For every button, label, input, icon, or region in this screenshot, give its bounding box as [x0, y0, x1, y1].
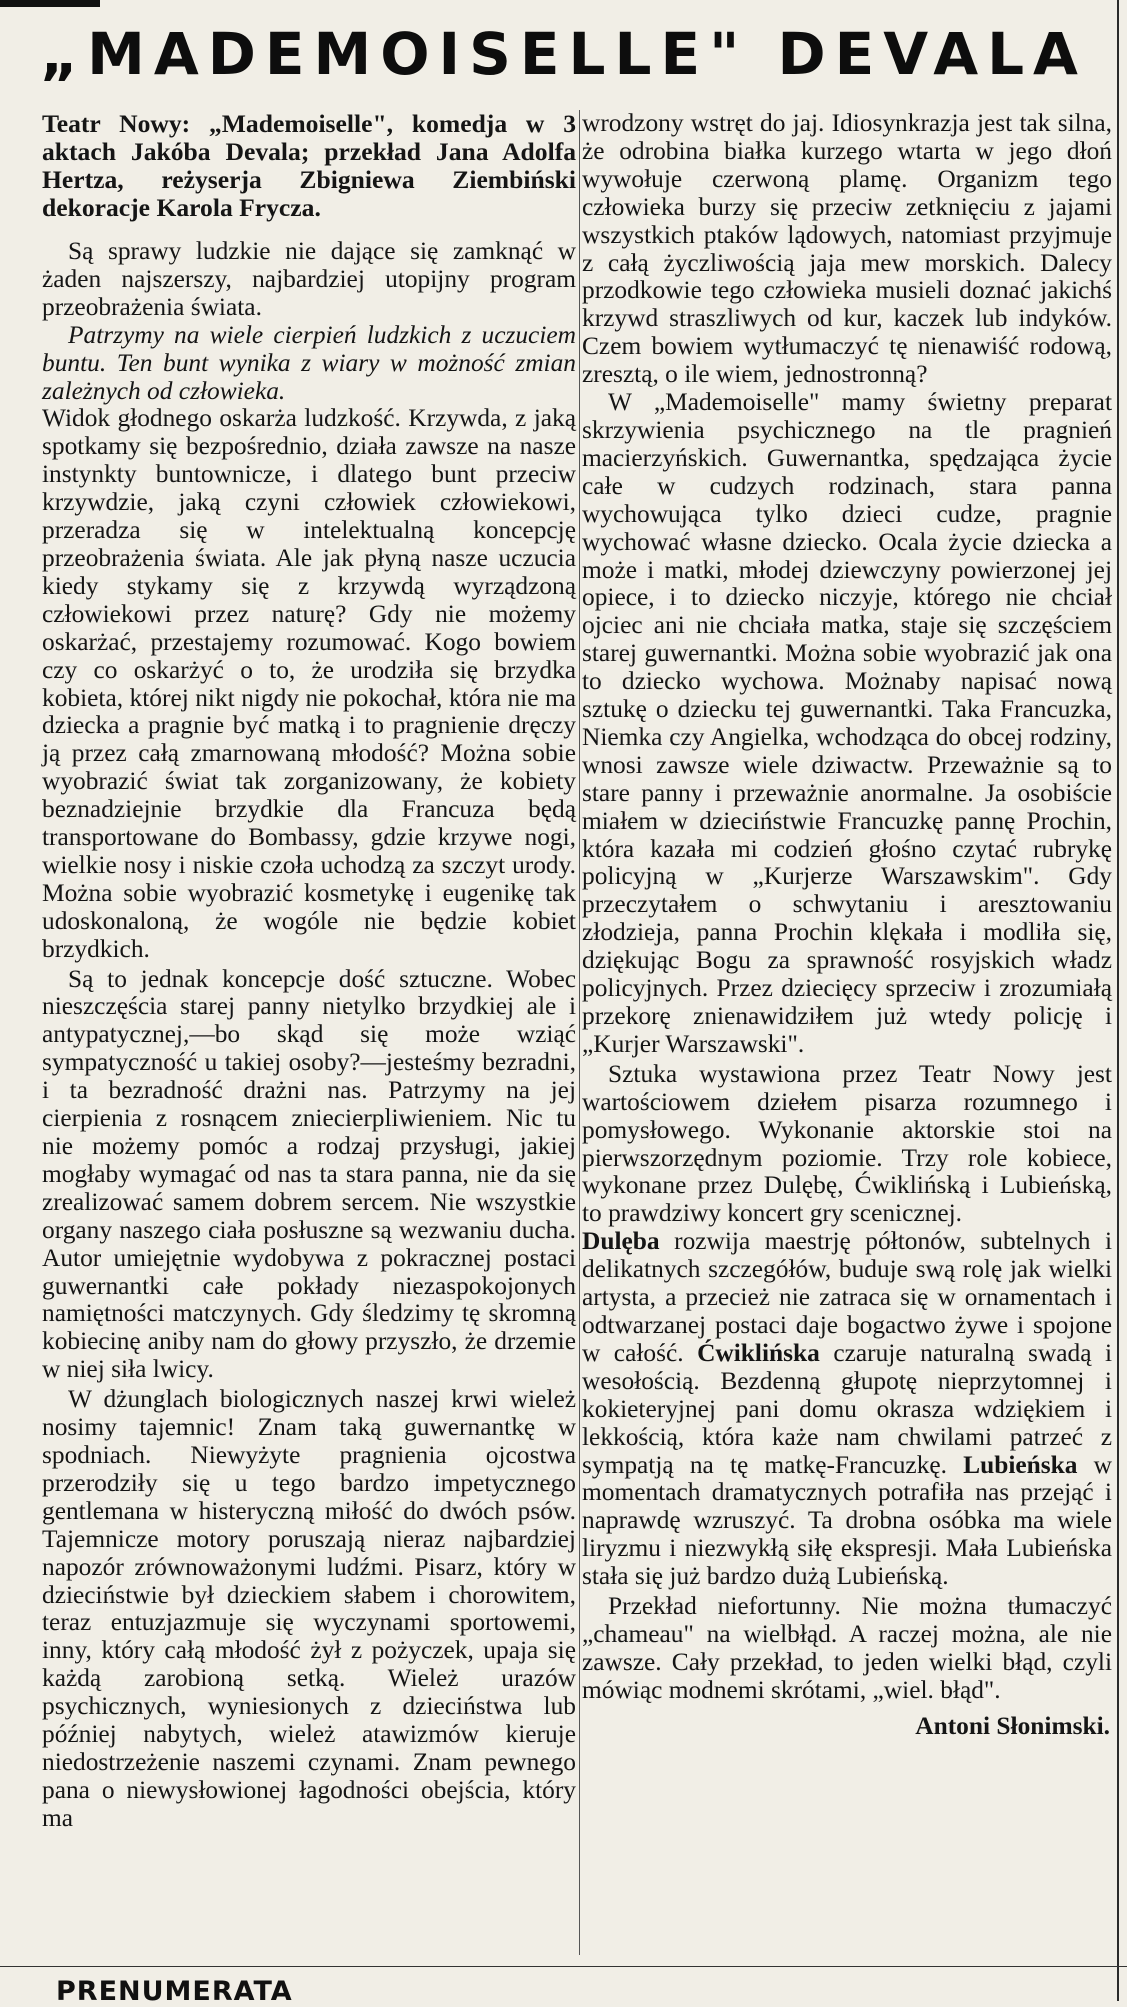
paragraph-performance: Sztuka wystawiona przez Teatr Nowy jest wartościowem dziełem pisarza rozumnego i pomysłowego. Wykonanie aktorskie stoi na pierwszorzędnym poziomie. Trzy role kobiece, wykonane przez Dulębę, Ćwiklińską i Lubieńską, to prawdziwy koncert gry scenicznej. — [582, 1059, 1112, 1228]
credits-decorator: Karola Frycza. — [156, 193, 321, 222]
left-column — [42, 110, 576, 1833]
actor-text-lubienska: w momentach dramatycznych potrafiła nas przejąć i naprawdę wzruszyć. Ta drobna osóbka ma wiele liryzmu i niezwykłą siłę ekspresji. Mała Lubieńska stała się już bardzo dużą Lubieńską. — [582, 1450, 1112, 1591]
author-signature: Antoni Słonimski. — [915, 1711, 1110, 1740]
footer-rule — [0, 1966, 1127, 1967]
paragraph-jungle: W dżunglach biologicznych naszej krwi wieleż nosimy tajemnic! Znam taką guwernantkę w spodniach. Niewyżyte pragnienia ojcostwa przerodziły się u tego bardzo impetycznego gentlemana w histeryczną miłość do dwóch psów. Tajemnicze motory poruszają nieraz najbardziej napozór zrównoważonymi ludźmi. Pisarz, który w dzieciństwie był dzieckiem słabem i chorowitem, teraz entuzjazmuje się wyczynami sportowemi, inny, który całą młodość żył z pożyczek, upaja się każdą zarobioną setką. Wieleż urazów psychicznych, wyniesionych z dzieciństwa lub później nabytych, wieleż atawizmów kieruje niedostrzeżenie naszemi czynami. Znam pewnego pana o niewysłowionej łagodności obejścia, który ma — [42, 1385, 576, 1832]
actor-text-cwiklinska: czaruje naturalną swadą i wesołością. Bezdenną głupotę nieprzytomnej i kokieteryjnej pani domu okrasza wdziękiem i lekkością, która każe nam chwilami patrzeć z sympatją na tę matkę-Francuzkę. — [582, 1338, 1112, 1479]
credits-translator: Jana Adolfa Hertza, — [42, 137, 577, 194]
credits-decor-pre: dekoracje — [42, 193, 157, 222]
paragraph-actors — [582, 1228, 1112, 1591]
paragraph-idiosyncrasy: wrodzony wstręt do jaj. Idiosynkrazja jest tak silna, że odrobina białka kurzego wtarta w jego dłoń wywołuje czerwoną plamę. Organizm tego człowieka burzy się przeciw zetknięciu z jajami wszystkich ptaków lądowych, natomiast przyjmuje z całą życzliwością jaja mew morskich. Dalecy przodkowie tego człowieka musieli doznać jakichś krzywd straszliwych od kur, kaczek lub indyków. Czem bowiem wytłumaczyć tę nienawiść rodową, zresztą, o ile wiem, jednostronną? — [582, 109, 1112, 389]
paragraph-intro: Są sprawy ludzkie nie dające się zamknąć w żaden najszerszy, najbardziej utopijny program przeobrażenia świata. — [42, 237, 576, 321]
paragraph-governess: W „Mademoiselle" mamy świetny preparat skrzywienia psychicznego na tle pragnień macierzyńskich. Guwernantka, spędzająca życie całe w cudzych rodzinach, stara panna wychowująca tylko dzieci cudze, pragnie wychować własne dziecko. Ocala życie dziecka a może i matki, młodej dziewczyny powierzonej jej opiece, i to dziecko niczyje, którego nie chciał ojciec ani nie chciała matka, staje się szczęściem starej guwernantki. Można sobie wyobrazić jak ona to dziecko wychowa. Możnaby napisać nową sztukę o dziecku tej guwernantki. Taka Francuzka, Niemka czy Angielka, wchodząca do obcej rodziny, wnosi zawsze wiele dziwactw. Przeważnie są to stare panny i przeważnie anormalne. Ja osobiście miałem w dzieciństwie Francuzkę pannę Prochin, która kazała mi codzień głośno czytać rubrykę policyjną w „Kurjerze Warszawskim". Gdy przeczytałem o schwytaniu i aresztowaniu złodzieja, panna Prochin klękała i modliła się, dziękując Bogu za sprawność rosyjskich władz policyjnych. Przez dziecięcy sprzeciw i zrozumiałą przekorę znienawidziłem już wtedy policję i „Kurjer Warszawski". — [582, 388, 1112, 1058]
credits-direction-pre: reżyserja — [123, 165, 300, 194]
paragraph-hunger: Widok głodnego oskarża ludzkość. Krzywda, z jaką spotkamy się bezpośrednio, działa zawsze na nasze instynkty buntownicze, i dlatego bunt przeciw krzywdzie, jaką czyni człowiek człowiekowi, przeradza się w intelektualną koncepcję przeobrażenia świata. Ale jak płyną nasze uczucia kiedy stykamy się z krzywdą wyrządzoną człowiekowi przez naturę? Gdy nie możemy oskarżać, przestajemy rozumować. Kogo bowiem czy co oskarżyć o to, że urodziła się brzydka kobieta, której nikt nigdy nie pokochał, która nie ma dziecka a pragnie być matką i to pragnienie dręczy ją przez całą zmarnowaną młodość? Można sobie wyobrazić świat tak zorganizowany, że kobiety beznadziejnie brzydkie dla Francuza będą transportowane do Bombassy, gdzie krzywe nogi, wielkie nosy i niskie czoła uchodzą za szczyt urody. Można sobie wyobrazić kosmetykę i eugenikę tak udoskonaloną, że wogóle nie będzie kobiet brzydkich. — [42, 404, 576, 963]
actor-name-dulęba: Dulęba — [582, 1227, 660, 1256]
credits-theater: Teatr Nowy: „Mademoiselle", komedja w 3 aktach — [42, 109, 576, 166]
actor-text-dulęba: rozwija maestrję półtonów, subtelnych i delikatnych szczegółów, buduje swą rolę jak wielki artysta, a przecież nie zatraca się w ornamentach i odtwarzanej postaci daje bogactwo żywe i spojone w całość. — [582, 1227, 1112, 1367]
credits-director: Zbigniewa Ziembiński — [299, 165, 577, 194]
paragraph-old-maid: Są to jednak koncepcje dość sztuczne. Wobec nieszczęścia starej panny nietylko brzydkiej ale i antypatycznej,—bo skąd się może wziąć sympatyczność u takiej osoby?—jesteśmy bezradni, i ta bezradność drażni nas. Patrzymy na jej cierpienia z rosnącem zniecierpliwieniem. Nic tu nie możemy pomóc a rodzaj przysługi, jakiej mogłaby wymagać od nas ta stara panna, nie da się zrealizować samem dobrem sercem. Nie wszystkie organy naszego ciała posłuszne są wezwaniu ducha. Autor umiejętnie wydobywa z pokracznej postaci guwernantki całe pokłady niezaspokojonych namiętności matczynych. Gdy śledzimy tę skromną kobiecinę aniby nam do głowy przyszło, że drzemie w niej siła lwicy. — [42, 964, 576, 1384]
paragraph-translation: Przekład niefortunny. Nie można tłumaczyć „chameau" na wielbłąd. A raczej można, ale nie zawsze. Cały przekład, to jeden wielki błąd, czyli mówiąc modnemi skrótami, „wiel. błąd". — [582, 1592, 1112, 1704]
article-headline: „MADEMOISELLE" DEVALA — [40, 20, 1087, 88]
right-border-rule — [1117, 0, 1119, 2001]
actor-name-cwiklinska: Ćwiklińska — [697, 1338, 820, 1367]
footer-subscription-label: PRENUMERATA — [56, 1976, 293, 2007]
top-bar-decoration — [0, 0, 100, 7]
credits-translation-pre: przekład — [309, 137, 436, 166]
column-divider — [579, 110, 580, 1955]
credits-author: Jakóba Devala; — [130, 137, 310, 166]
right-column — [582, 110, 1112, 1741]
actor-name-lubienska: Lubieńska — [963, 1450, 1078, 1479]
paragraph-rebellion: Patrzymy na wiele cierpień ludzkich z uczuciem buntu. Ten bunt wynika z wiary w możność zmian zależnych od człowieka. — [42, 320, 576, 405]
production-credits — [42, 110, 576, 222]
